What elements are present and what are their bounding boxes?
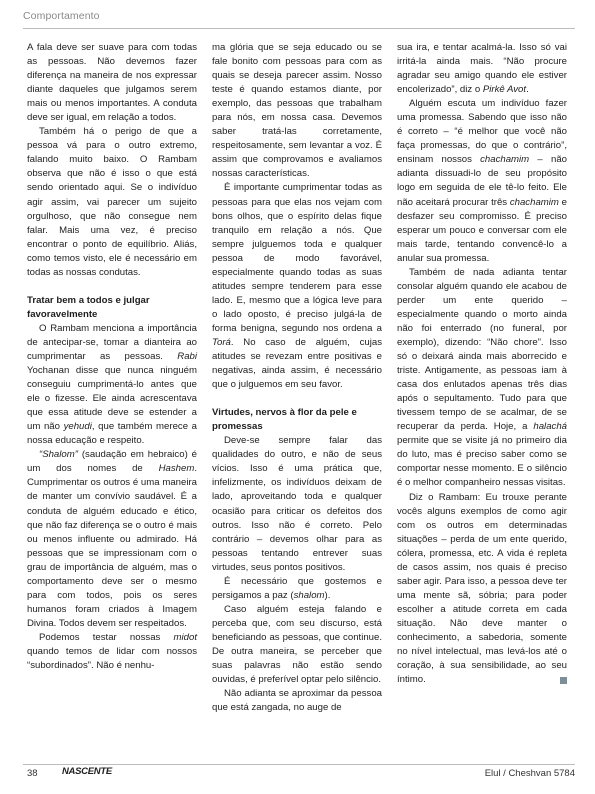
paragraph [397, 97, 567, 266]
header-divider [23, 28, 575, 29]
subheading: Virtudes, nervos à flor da pele e promessas [212, 407, 357, 433]
paragraph: A fala deve ser suave para com todas as pessoas. Não devemos fazer diferença na maneira de nos expressar diante daqueles que julgamos serem mais ou menos importantes. A conduta deve ser igual, em relação a todos. [27, 42, 197, 124]
paragraph: Também há o perigo de que a pessoa vá para o outro extremo, falando muito baixo. O Rambam observa que não é isso o que está sendo orientado aqui. Se o indivíduo agir assim, vai parecer um sujeito orgulhoso, que não consegue nem falar. Mais uma vez, é preciso encontrar o ponto de equilíbrio. Aliás, como temos visto, ele é necessário em todas as nossas condutas. [27, 126, 197, 278]
text: ). [324, 589, 331, 601]
emphasis: halachá [533, 421, 567, 433]
text: Diz o Rambam: Eu trouxe perante vocês alguns exemplos de como agir com os outros em determinadas situações – perda de um ente querido, cólera, promessa, etc. A vida é repleta de casos assim, nos quais é preciso saber agir. Para isso, a pessoa deve ter uma mente sã, sóbria; para poder escolher a atitude correta em cada situação. Não deve manter o conhecimento, a sabedoria, somente no nível intelectual, mas levá-los até o coração, à sua sensibilidade, ao seu íntimo. [397, 491, 567, 686]
text: É importante cumprimentar todas as pessoas para que elas nos vejam com bons olhos, que o espírito delas fique tranquilo em relação a nós. Que sempre julguemos toda e qualquer pessoa de modo favorável, especialmente quando todas as suas atitudes sempre tenderem para esse lado. E, mesmo que a lógica leve para o lado oposto, é preciso julgá-la de forma benigna, segundo nos ordena a [212, 182, 382, 334]
column-1 [27, 41, 197, 673]
emphasis: Torá [212, 336, 231, 348]
paragraph: Deve-se sempre falar das qualidades do outro, e não de seus vícios. Isso é uma prática que, infelizmente, os indivíduos deixam de lado, aproveitando toda e qualquer ocasião para criticar os defeitos dos outros. Isso não é correto. Pelo contrário – devemos olhar para as pessoas tentando entrever suas virtudes, seus pontos positivos. [212, 435, 382, 573]
emphasis: chachamim [509, 196, 559, 208]
emphasis: yehudi [63, 421, 92, 433]
paragraph: Não adianta se aproximar da pessoa que está zangada, no auge de [212, 688, 382, 714]
emphasis: midot [173, 631, 197, 643]
text: . Cumprimentar os outros é uma maneira de manter um convívio saudável. É a conduta de alguém educado e ético, que não faz diferença se o outro é mais ou menos influente ou admirado. Há pessoas que se impressionam com o grau de importância de alguém, mas o comportamento deve ser o mesmo para com todos, pois os seres humanos foram criados à Imagem Divina. Todos devem ser respeitados. [27, 463, 197, 629]
paragraph [212, 575, 382, 603]
text: , que também merece a nossa educação e respeito. [27, 421, 197, 447]
paragraph [397, 266, 567, 491]
text: quando temos de lidar com nossos “subordinados”. Não é nenhu- [27, 645, 197, 672]
paragraph: Caso alguém esteja falando e perceba que, com seu discurso, está beneficiando as pessoas, que continue. De outra maneira, se perceber que suas palavras não estão sendo ouvidas, é preferível optar pelo silêncio. [212, 603, 382, 686]
magazine-logo: NASCENTE [62, 766, 112, 777]
paragraph: ma glória que se seja educado ou se fale bonito com pessoas para com as quais se deseja parecer assim. Nosso teste é quando estamos diante, por exemplo, das pessoas que trabalham para nós, em nossa casa. Devemos saber tratá-las corretamente, respeitosamente, sem levantar a voz. É assim que comprovamos e avaliamos nossas características. [212, 42, 382, 180]
issue-label: Elul / Cheshvan 5784 [484, 768, 575, 779]
column-2 [212, 41, 382, 715]
paragraph [397, 41, 567, 97]
emphasis: shalom [293, 589, 325, 601]
subheading: Tratar bem a todos e julgar favoravelmente [27, 294, 150, 320]
emphasis: Hashem [158, 463, 195, 475]
text: Alguém escuta um indivíduo fazer uma promessa. Sabendo que isso não é correto – “é melhor que você não faça promessas, do que o contrário”, ensinam nossos [397, 98, 567, 166]
paragraph [212, 181, 382, 392]
end-mark-icon [560, 677, 567, 684]
emphasis: chachamim [480, 154, 530, 166]
text: sua ira, e tentar acalmá-la. Isso só vai irritá-la ainda mais. “Não procure agradar seu amigo quando ele estiver encolerizado”, diz o [397, 42, 567, 96]
paragraph [27, 631, 197, 673]
paragraph [27, 322, 197, 448]
text: e desfazer seu compromisso. É preciso esperar um pouco e conversar com ele mais tarde, tentando convencê-lo a anular sua promessa. [397, 196, 567, 264]
spacer [27, 280, 197, 294]
text: (saudação em hebraico) é um dos nomes de [27, 449, 197, 475]
text: . [526, 84, 529, 96]
paragraph [397, 491, 567, 688]
emphasis: “Shalom” [39, 449, 78, 461]
text: Yochanan disse que nunca ninguém conseguiu cumprimentá-lo antes que ele o fizesse. Ele ainda acrescentava que essa atitude deve se estender a um não [27, 365, 197, 433]
text: Também de nada adianta tentar consolar alguém quando ele acabou de perder um ente querido – especialmente quando o morto ainda não foi enterrado (no funeral, por exemplo), dizendo: “Não chore”. Isso só o deixará ainda mais aborrecido e triste. Antigamente, as pessoas iam à casa dos enlutados apenas três dias após o sepultamento. Tudo para que tivessem tempo de se acalmar, de se recuperar da perda. Hoje, a [397, 266, 567, 433]
text: – não adianta dissuadi-lo de seu propósito logo em seguida de ele tê-lo feito. Ele não aceitará procurar três [397, 154, 567, 208]
text: . No caso de alguém, cujas atitudes se revezam entre positivas e negativas, ainda assim, é necessário que o julguemos em seu favor. [212, 336, 382, 391]
footer-divider [23, 764, 575, 765]
section-label: Comportamento [23, 10, 100, 22]
emphasis: Rabi [177, 350, 197, 362]
emphasis: Pirkê Avot [482, 84, 527, 96]
column-3 [397, 41, 567, 687]
paragraph [27, 448, 197, 631]
text: Podemos testar nossas [39, 631, 174, 643]
page-number: 38 [27, 768, 38, 779]
spacer [212, 392, 382, 406]
text: É necessário que gostemos e persigamos a paz ( [212, 575, 382, 601]
text: permite que se visite já no primeiro dia do luto, mas é preciso saber como se comportar nesse momento. E o silêncio é o melhor companheiro nessas visitas. [397, 435, 567, 489]
text: O Rambam menciona a importância de antecipar-se, tomar a dianteira ao cumprimentar as pessoas. [27, 322, 197, 362]
